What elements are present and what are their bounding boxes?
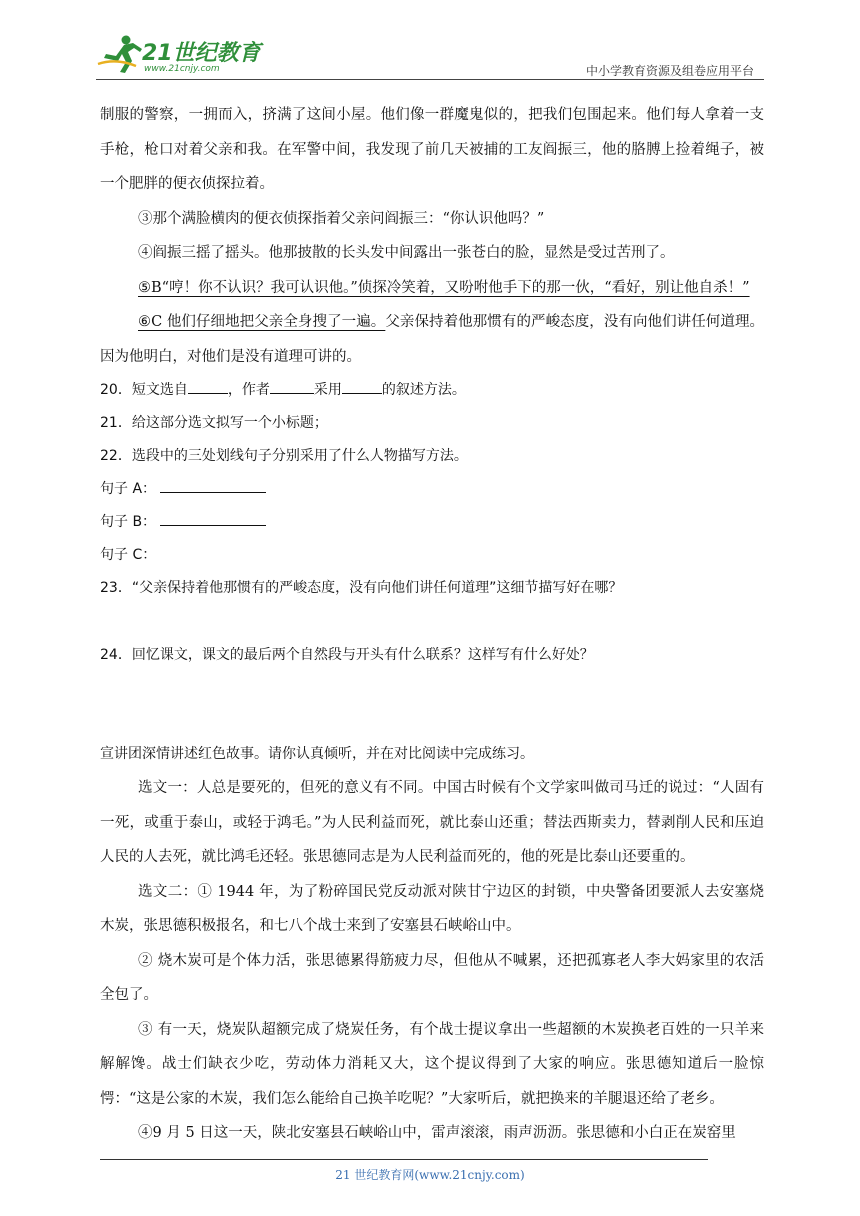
sentence-a-blank[interactable] <box>160 476 266 493</box>
sentence-b-label: 句子 B： <box>100 514 157 530</box>
sentence-c: ⑥C 他们仔细地把父亲全身搜了一遍。 <box>138 314 386 330</box>
sentence-b-blank[interactable] <box>160 509 266 526</box>
q20-blank-3[interactable] <box>342 377 382 394</box>
platform-name: 中小学教育资源及组卷应用平台 <box>585 64 754 78</box>
logo-text: 21世纪教育 <box>142 41 261 66</box>
sentence-a-label: 句子 A： <box>100 481 157 497</box>
passage1-para3: ③那个满脸横肉的便衣侦探指着父亲问阎振三：“你认识他吗？” <box>138 210 545 227</box>
q20-part-d: 的叙述方法。 <box>381 382 466 398</box>
passage1-para6 <box>100 305 764 374</box>
answer-sentence-c: 句子 C： <box>100 547 157 563</box>
logo-url: www.21cnjy.com <box>144 64 220 74</box>
question-22: 22．选段中的三处划线句子分别采用了什么人物描写方法。 <box>100 448 468 464</box>
selection-2-para3: ③ 有一天，烧炭队超额完成了烧炭任务，有个战士提议拿出一些超额的木炭换老百姓的一只羊来解解馋。战士们缺衣少吃，劳动体力消耗又大，这个提议得到了大家的响应。张思德知道后一脸惊愕：“这是公家的木炭，我们怎么能给自己换羊吃呢？”大家听后，就把换来的羊腿退还给了老乡。 <box>100 1021 764 1107</box>
footer-divider <box>100 1159 708 1160</box>
answer-sentence-b <box>100 506 764 539</box>
passage1-para1: 制服的警察，一拥而入，挤满了这间小屋。他们像一群魔鬼似的，把我们包围起来。他们每人拿着一支手枪，枪口对着父亲和我。在军警中间，我发现了前几天被捕的工友阎振三，他的胳膊上捡着绳子，被一个肥胖的便衣侦探拉着。 <box>100 107 764 192</box>
q20-part-a: 20．短文选自 <box>100 382 188 398</box>
header-divider <box>96 79 764 80</box>
selection-2-para2: ② 烧木炭可是个体力活，张思德累得筋疲力尽，但他从不喊累，还把孤寡老人李大妈家里的农活全包了。 <box>100 952 764 1003</box>
question-24: 24．回忆课文，课文的最后两个自然段与开头有什么联系？这样写有什么好处？ <box>100 647 594 663</box>
q20-part-c: 采用 <box>313 382 342 398</box>
passage1-para5-sentence-b: ⑤B“哼！你不认识？我可认识他。”侦探冷笑着，又吩咐他手下的那一伙，“看好，别让他自杀！” <box>138 279 750 296</box>
answer-sentence-a <box>100 473 764 506</box>
passage1-para4: ④阎振三摇了摇头。他那披散的长头发中间露出一张苍白的脸，显然是受过苦刑了。 <box>138 245 675 261</box>
q20-blank-1[interactable] <box>188 377 228 394</box>
question-21: 21．给这部分选文拟写一个小标题； <box>100 415 328 431</box>
question-23: 23．“父亲保持着他那惯有的严峻态度，没有向他们讲任何道理”这细节描写好在哪？ <box>100 580 623 596</box>
page-header <box>0 0 860 80</box>
answer-space-24 <box>100 672 764 738</box>
runner-logo-icon <box>96 34 142 74</box>
selection-1: 选文一：人总是要死的，但死的意义有不同。中国古时候有个文学家叫做司马迁的说过：“人固有一死，或重于泰山，或轻于鸿毛。”为人民利益而死，就比泰山还重；替法西斯卖力，替剥削人民和压迫人民的人去死，就比鸿毛还轻。张思德同志是为人民利益而死的，他的死是比泰山还要重的。 <box>100 780 764 865</box>
selection-2-para1: 选文二：① 1944 年，为了粉碎国民党反动派对陕甘宁边区的封锁，中央警备团要派人去安塞烧木炭，张思德积极报名，和七八个战士来到了安塞县石峡峪山中。 <box>100 883 764 934</box>
answer-space-23 <box>100 605 764 639</box>
logo <box>96 34 266 78</box>
question-20 <box>100 374 764 407</box>
q20-part-b: ，作者 <box>227 382 270 398</box>
document-body <box>100 98 764 1151</box>
selection-2-para4: ④9 月 5 日这一天，陕北安塞县石峡峪山中，雷声滚滚，雨声沥沥。张思德和小白正在炭窑里 <box>138 1125 736 1141</box>
para6-rest: 父亲保持着他那惯有的严峻态度，没有向他们讲任何道理。因为他明白，对他们是没有道理可讲的。 <box>100 314 765 365</box>
q20-blank-2[interactable] <box>270 377 314 394</box>
footer-text: 21 世纪教育网(www.21cnjy.com) <box>335 1168 525 1182</box>
passage2-intro: 宣讲团深情讲述红色故事。请你认真倾听，并在对比阅读中完成练习。 <box>100 746 534 762</box>
